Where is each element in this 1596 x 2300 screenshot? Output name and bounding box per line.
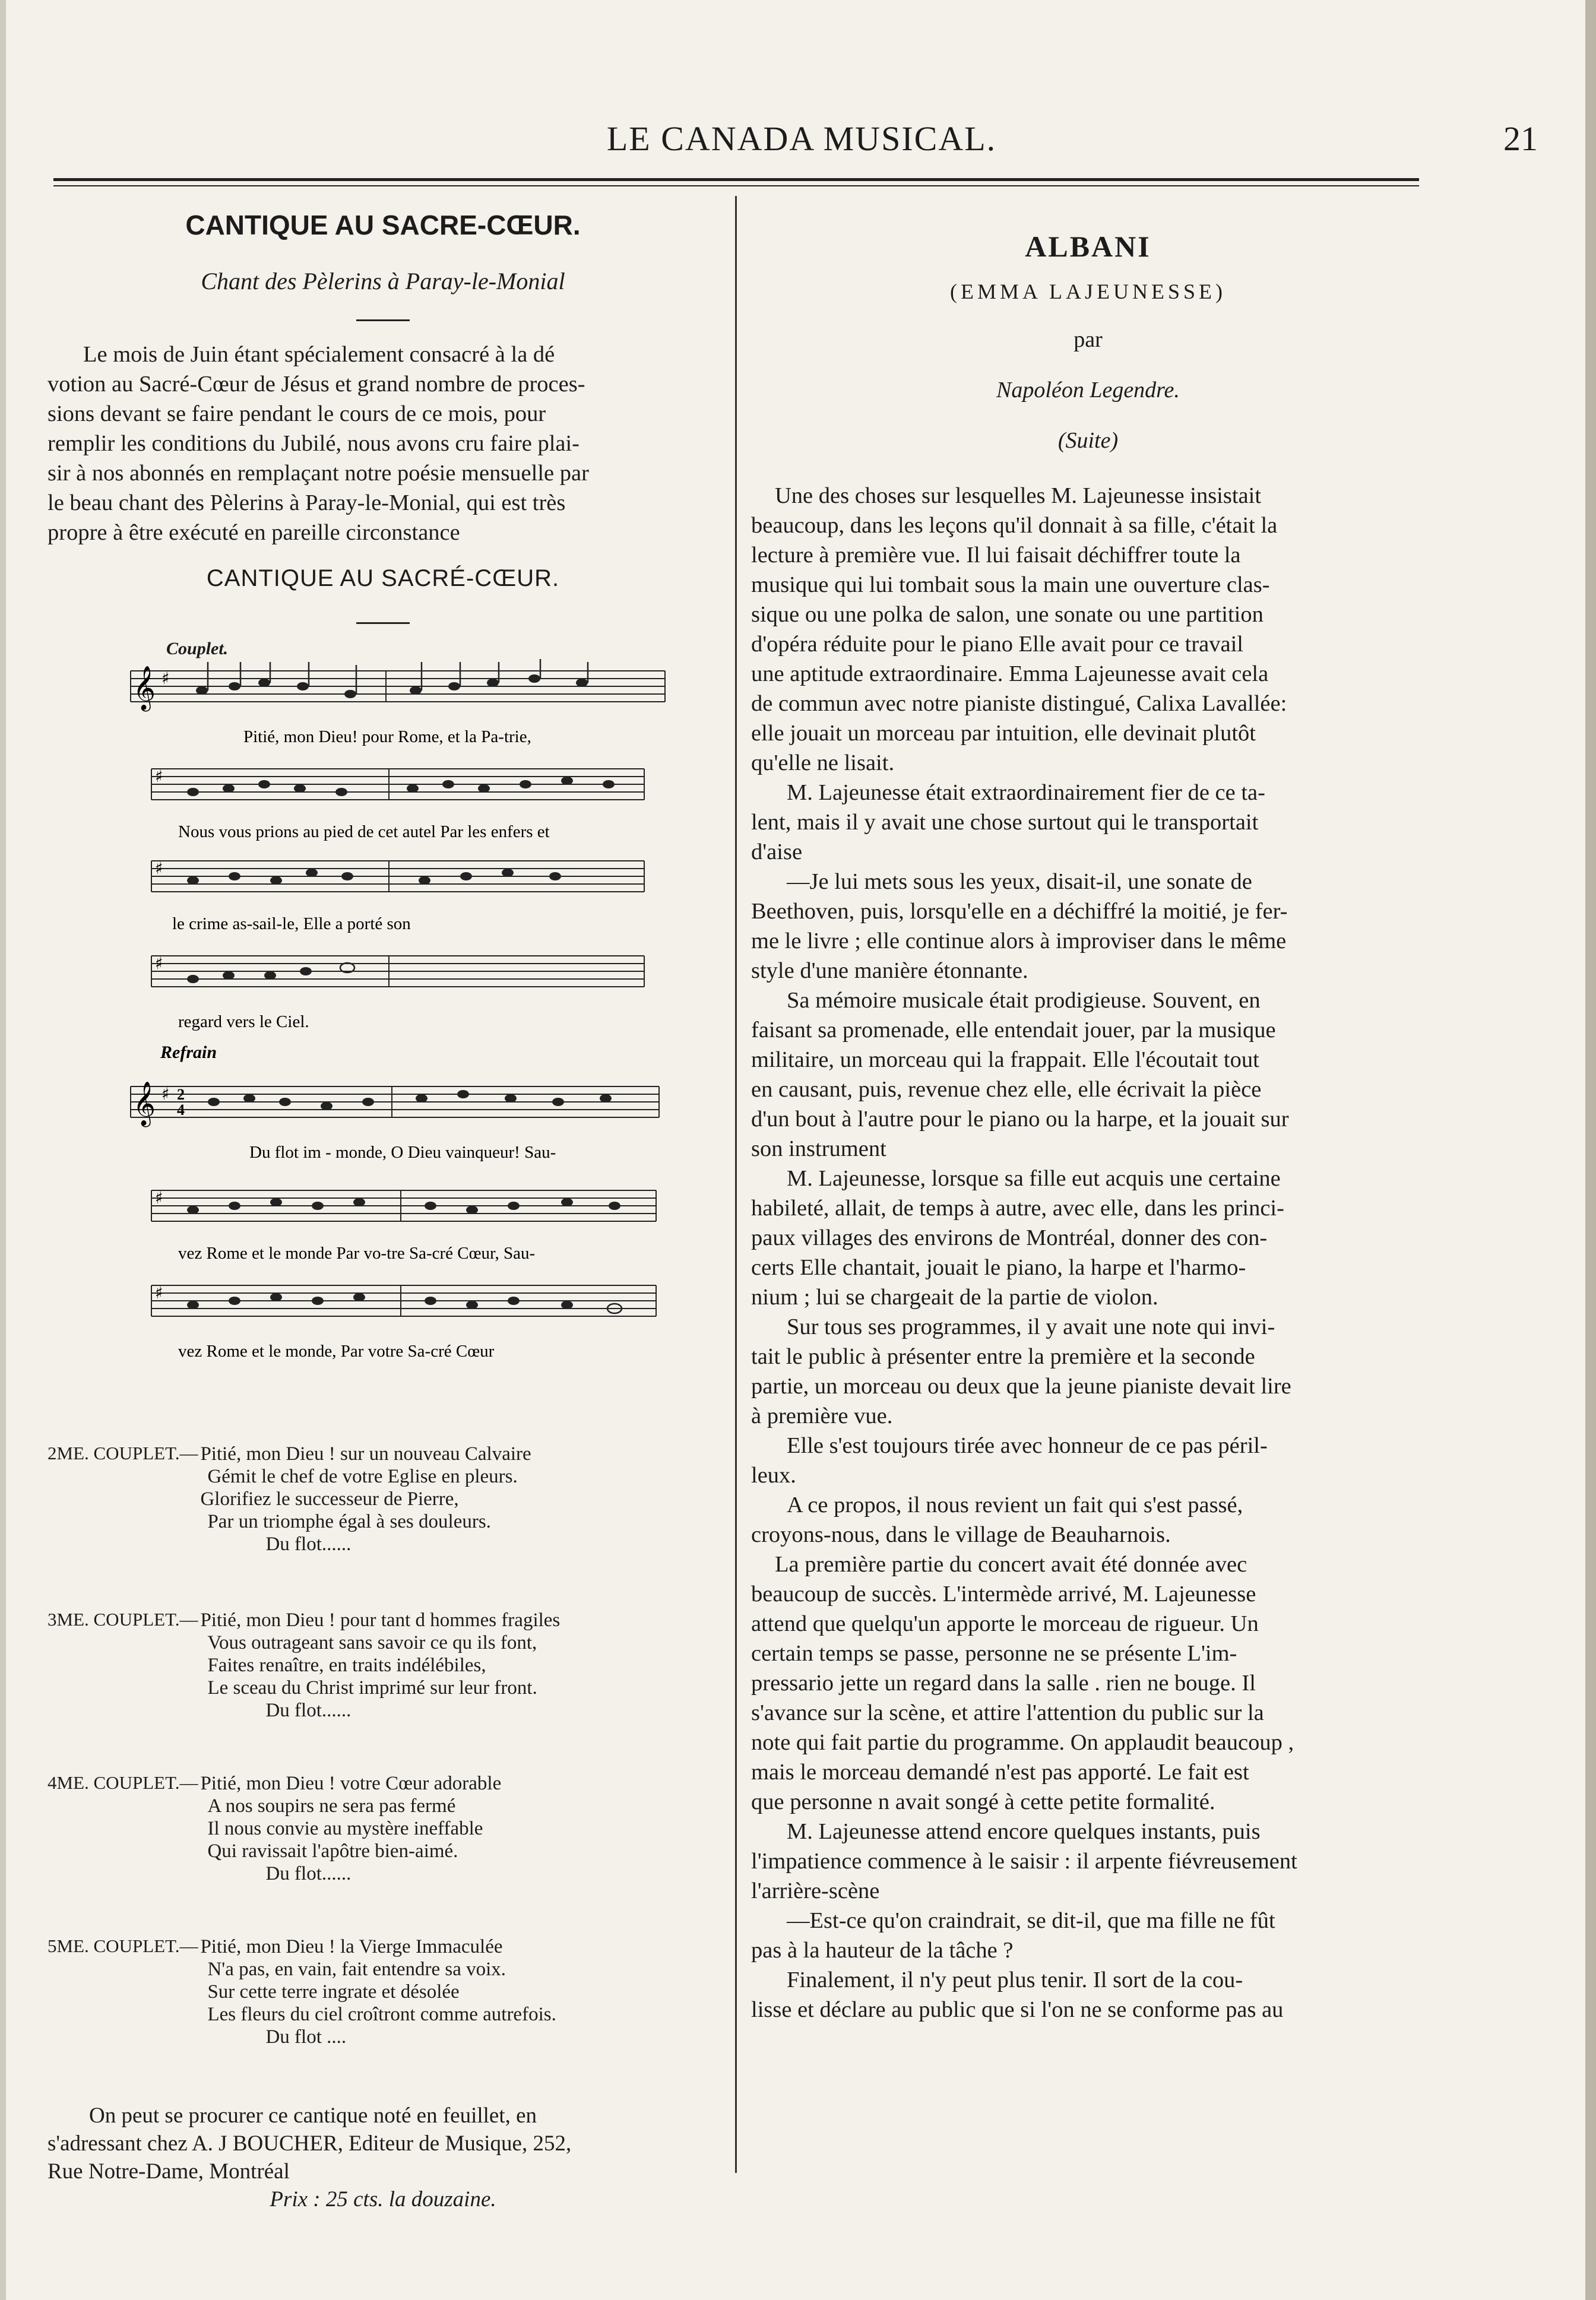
verse-line: Les fleurs du ciel croîtront comme autrefois. [207, 2004, 556, 2025]
article-line: lisse et déclare au public que si l'on ne se conforme pas au [751, 1997, 1284, 2022]
staff-couplet-4 [151, 953, 644, 987]
staff-couplet-3 [151, 858, 644, 892]
intro-line: sions devant se faire pendant le cours de ce mois, pour [48, 401, 546, 426]
verse-label: 4ME. COUPLET.— [48, 1772, 198, 1793]
treble-clef-icon: 𝄞 [133, 666, 156, 710]
music-title-rule [356, 622, 410, 624]
cantique-title: CANTIQUE AU SACRE-CŒUR. [185, 210, 581, 240]
verse-block [48, 1772, 718, 1885]
article-line: partie, un morceau ou deux que la jeune pianiste devait lire [751, 1374, 1291, 1399]
couplet-label: Couplet. [166, 639, 229, 658]
verse-label: 3ME. COUPLET.— [48, 1609, 198, 1630]
key-sharp-icon: ♯ [155, 1188, 163, 1208]
verse-line: Vous outrageant sans savoir ce qu ils font, [207, 1632, 537, 1653]
article-line: style d'une manière étonnante. [751, 958, 1028, 983]
verse-line: Il nous convie au mystère ineffable [207, 1818, 483, 1839]
verse-line: Du flot .... [265, 2026, 347, 2048]
article-line: M. Lajeunesse, lorsque sa fille eut acquis une certaine [787, 1166, 1281, 1191]
verse-block [48, 1609, 718, 1722]
article-line: Elle s'est toujours tirée avec honneur de ce pas péril- [787, 1433, 1268, 1458]
article-line: habileté, allait, de temps à autre, avec elle, dans les princi- [751, 1196, 1284, 1221]
article-line: A ce propos, il nous revient un fait qui s'est passé, [787, 1493, 1243, 1518]
verse-line: Pitié, mon Dieu ! pour tant d hommes fragiles [200, 1610, 560, 1631]
article-line: d'opéra réduite pour le piano Elle avait pour ce travail [751, 632, 1243, 657]
article-line: lecture à première vue. Il lui faisait déchiffrer toute la [751, 543, 1241, 568]
note-line: On peut se procurer ce cantique noté en feuillet, en [89, 2103, 537, 2128]
article-line: Sa mémoire musicale était prodigieuse. Souvent, en [787, 988, 1261, 1013]
article-line: d'un bout à l'autre pour le piano ou la harpe, et la jouait sur [751, 1107, 1289, 1132]
article-line: —Est-ce qu'on craindrait, se dit-il, que ma fille ne fût [787, 1908, 1275, 1933]
header-rule-thin [53, 185, 1419, 186]
lyric-line: Pitié, mon Dieu! pour Rome, et la Pa-trie, [243, 727, 531, 746]
refrain-label: Refrain [160, 1043, 217, 1062]
intro-line: Le mois de Juin étant spécialement consacré à la dé [83, 342, 555, 367]
note-line: Rue Notre-Dame, Montréal [48, 2159, 290, 2184]
article-line: attend que quelqu'un apporte le morceau de rigueur. Un [751, 1611, 1259, 1636]
verse-line: Sur cette terre ingrate et désolée [207, 1981, 460, 2003]
article-line: beaucoup de succès. L'intermède arrivé, M. Lajeunesse [751, 1582, 1256, 1607]
albani-par: par [1074, 327, 1103, 352]
article-line: certs Elle chantait, jouait le piano, la harpe et l'harmo- [751, 1255, 1246, 1280]
verse-line: Gémit le chef de votre Eglise en pleurs. [207, 1466, 518, 1487]
page-right-edge [1585, 0, 1596, 2300]
intro-line: remplir les conditions du Jubilé, nous avons cru faire plai- [48, 431, 580, 456]
article-line: me le livre ; elle continue alors à improviser dans le même [751, 929, 1287, 953]
header-rule [53, 178, 1419, 181]
key-sharp-icon: ♯ [155, 953, 163, 973]
article-line: qu'elle ne lisait. [751, 750, 895, 775]
lyric-line: Du flot im - monde, O Dieu vainqueur! Sau- [249, 1143, 556, 1162]
note-line: s'adressant chez A. J BOUCHER, Editeur de Musique, 252, [48, 2131, 572, 2156]
verse-line: Par un triomphe égal à ses douleurs. [207, 1511, 491, 1532]
intro-line: sir à nos abonnés en remplaçant notre poésie mensuelle par [48, 461, 589, 486]
article-line: M. Lajeunesse était extraordinairement fier de ce ta- [787, 780, 1265, 805]
page-number: 21 [1503, 119, 1538, 158]
article-line: musique qui lui tombait sous la main une ouverture clas- [751, 572, 1270, 597]
column-divider [735, 196, 737, 2173]
article-line: lent, mais il y avait une chose surtout qui le transportait [751, 810, 1259, 835]
verse-line: Pitié, mon Dieu ! la Vierge Immaculée [200, 1936, 503, 1957]
staff-couplet-2 [151, 766, 644, 800]
verse-label: 2ME. COUPLET.— [48, 1443, 198, 1463]
article-line: croyons-nous, dans le village de Beauharnois. [751, 1522, 1171, 1547]
article-line: Une des choses sur lesquelles M. Lajeunesse insistait [775, 483, 1262, 508]
verse-line: A nos soupirs ne sera pas fermé [207, 1795, 456, 1817]
lyric-line: regard vers le Ciel. [178, 1012, 309, 1031]
cantique-subtitle: Chant des Pèlerins à Paray-le-Monial [201, 268, 565, 294]
verse-line: Pitié, mon Dieu ! sur un nouveau Calvaire [200, 1443, 531, 1465]
albani-author: Napoléon Legendre. [996, 378, 1180, 403]
article-line: M. Lajeunesse attend encore quelques instants, puis [787, 1819, 1261, 1844]
article-line: faisant sa promenade, elle entendait jouer, par la musique [751, 1018, 1276, 1043]
verse-line: Glorifiez le successeur de Pierre, [200, 1488, 459, 1510]
staff-refrain-2 [151, 1188, 656, 1221]
page-left-edge [0, 0, 6, 2300]
page-header [53, 113, 1550, 166]
article-line: Sur tous ses programmes, il y avait une note qui invi- [787, 1314, 1275, 1339]
lyric-line: le crime as-sail-le, Elle a porté son [172, 914, 411, 933]
price-line: Prix : 25 cts. la douzaine. [270, 2187, 496, 2212]
article-line: nium ; lui se chargeait de la partie de violon. [751, 1285, 1158, 1310]
verse-line: Pitié, mon Dieu ! votre Cœur adorable [200, 1773, 502, 1794]
albani-title: ALBANI [1025, 230, 1151, 263]
albani-article [751, 481, 1425, 2025]
article-line: son instrument [751, 1136, 886, 1161]
article-line: l'arrière-scène [751, 1878, 880, 1903]
article-line: note qui fait partie du programme. On applaudit beaucoup , [751, 1730, 1294, 1755]
intro-line: votion au Sacré-Cœur de Jésus et grand nombre de proces- [48, 372, 585, 397]
key-sharp-icon: ♯ [155, 1283, 163, 1303]
running-title: LE CANADA MUSICAL. [606, 119, 997, 158]
music-title: CANTIQUE AU SACRÉ-CŒUR. [206, 565, 560, 591]
verse-line: N'a pas, en vain, fait entendre sa voix. [207, 1959, 506, 1980]
verse-line: Du flot...... [265, 1534, 352, 1555]
time-signature: 4 [177, 1101, 185, 1119]
key-sharp-icon: ♯ [162, 669, 170, 688]
article-line: tait le public à présenter entre la première et la seconde [751, 1344, 1255, 1369]
article-line: pressario jette un regard dans la salle . rien ne bouge. Il [751, 1671, 1256, 1696]
article-line: beaucoup, dans les leçons qu'il donnait à sa fille, c'était la [751, 513, 1278, 538]
article-line: que personne n avait songé à cette petite formalité. [751, 1789, 1215, 1814]
verse-block [48, 1935, 718, 2048]
intro-line: le beau chant des Pèlerins à Paray-le-Monial, qui est très [48, 490, 566, 515]
article-line: à première vue. [751, 1404, 893, 1428]
staff-refrain-3 [151, 1283, 656, 1316]
article-line: Finalement, il n'y peut plus tenir. Il sort de la cou- [787, 1968, 1243, 1992]
key-sharp-icon: ♯ [162, 1084, 170, 1104]
article-line: s'avance sur la scène, et attire l'attention du public sur la [751, 1700, 1264, 1725]
lyric-line: Nous vous prions au pied de cet autel Par les enfers et [178, 822, 550, 841]
article-line: paux villages des environs de Montréal, donner des con- [751, 1225, 1268, 1250]
intro-line: propre à être exécuté en pareille circonstance [48, 520, 460, 545]
article-line: l'impatience commence à le saisir : il arpente fiévreusement [751, 1849, 1297, 1874]
article-line: de commun avec notre pianiste distingué, Calixa Lavallée: [751, 691, 1287, 716]
verse-line: Faites renaître, en traits indélébiles, [207, 1655, 486, 1676]
cantique-intro [48, 340, 718, 547]
article-line: une aptitude extraordinaire. Emma Lajeunesse avait cela [751, 661, 1269, 686]
article-line: en causant, puis, revenue chez elle, elle écrivait la pièce [751, 1077, 1262, 1102]
key-sharp-icon: ♯ [155, 858, 163, 878]
staff-couplet-1 [131, 659, 665, 712]
article-line: militaire, un morceau qui la frappait. Elle l'écoutait tout [751, 1047, 1259, 1072]
albani-subtitle: (EMMA LAJEUNESSE) [949, 280, 1226, 303]
article-line: elle jouait un morceau par intuition, elle devinait plutôt [751, 721, 1256, 746]
title-rule [356, 319, 410, 321]
article-line: mais le morceau demandé n'est pas apporté. Le fait est [751, 1760, 1249, 1785]
purchase-note [48, 2102, 718, 2213]
albani-suite: (Suite) [1057, 428, 1119, 453]
verse-line: Le sceau du Christ imprimé sur leur front. [207, 1677, 537, 1699]
article-line: leux. [751, 1463, 796, 1488]
verse-block [48, 1443, 718, 1555]
verse-line: Qui ravissait l'apôtre bien-aimé. [207, 1840, 458, 1862]
lyric-line: vez Rome et le monde Par vo-tre Sa-cré Cœur, Sau- [178, 1244, 536, 1263]
article-line: Beethoven, puis, lorsqu'elle en a déchiffré la moitié, je fer- [751, 899, 1288, 924]
article-line: sique ou une polka de salon, une sonate ou une partition [751, 602, 1264, 627]
verse-line: Du flot...... [265, 1700, 352, 1721]
lyric-line: vez Rome et le monde, Par votre Sa-cré Cœur [178, 1342, 495, 1361]
time-signature: 2 [177, 1086, 185, 1103]
article-line: d'aise [751, 839, 803, 864]
article-line: certain temps se passe, personne ne se présente L'im- [751, 1641, 1237, 1666]
article-line: pas à la hauteur de la tâche ? [751, 1938, 1014, 1963]
article-line: La première partie du concert avait été donnée avec [775, 1552, 1247, 1577]
treble-clef-icon: 𝄞 [133, 1082, 156, 1126]
music-score-refrain [48, 1063, 718, 1419]
staff-refrain-1 [131, 1082, 659, 1127]
verse-label: 5ME. COUPLET.— [48, 1935, 198, 1956]
article-line: —Je lui mets sous les yeux, disait-il, une sonate de [787, 869, 1252, 894]
verse-line: Du flot...... [265, 1863, 352, 1884]
key-sharp-icon: ♯ [155, 766, 163, 786]
